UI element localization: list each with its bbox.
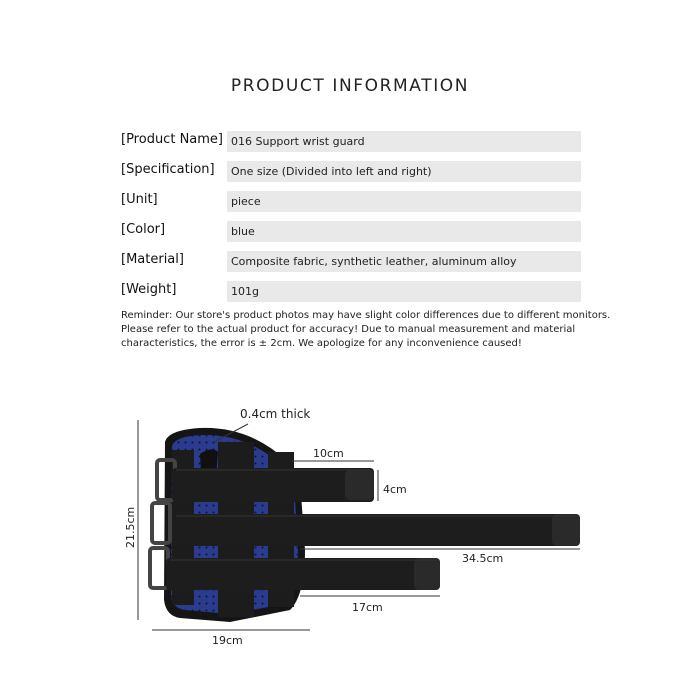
wrist-guard-diagram <box>0 390 700 690</box>
spec-label: [Color] <box>121 222 166 237</box>
spec-label: [Unit] <box>121 192 158 207</box>
spec-value: 016 Support wrist guard <box>227 131 581 152</box>
spec-row-weight <box>121 280 581 310</box>
height-label: 21.5cm <box>124 506 137 548</box>
spec-value: One size (Divided into left and right) <box>227 161 581 182</box>
spec-label: [Weight] <box>121 282 177 297</box>
body-width-label: 19cm <box>212 634 243 647</box>
wrist-guard-image <box>150 428 580 622</box>
spec-row-unit <box>121 190 581 220</box>
reminder-note: Reminder: Our store's product photos may have slight color differences due to different monitors. Please refer to the actual product for accuracy! Due to manual measurement and material characteristics, the error is ± 2cm. We apologize for any inconvenience caused! <box>121 310 611 349</box>
spec-value: blue <box>227 221 581 242</box>
spec-row-material <box>121 250 581 280</box>
strap-width-label: 4cm <box>383 483 407 496</box>
spec-row-product-name <box>121 130 581 160</box>
spec-value: piece <box>227 191 581 212</box>
strap-length-label: 10cm <box>313 447 344 460</box>
spec-value: Composite fabric, synthetic leather, aluminum alloy <box>227 251 581 272</box>
spec-label: [Material] <box>121 252 184 267</box>
lower-strap-label: 17cm <box>352 601 383 614</box>
page-title: PRODUCT INFORMATION <box>230 76 470 96</box>
spec-row-specification <box>121 160 581 190</box>
spec-row-color <box>121 220 581 250</box>
spec-label: [Product Name] <box>121 132 223 147</box>
thickness-label: 0.4cm thick <box>240 407 311 421</box>
spec-label: [Specification] <box>121 162 215 177</box>
long-strap-label: 34.5cm <box>462 552 504 565</box>
spec-value: 101g <box>227 281 581 302</box>
spec-table <box>121 130 581 310</box>
